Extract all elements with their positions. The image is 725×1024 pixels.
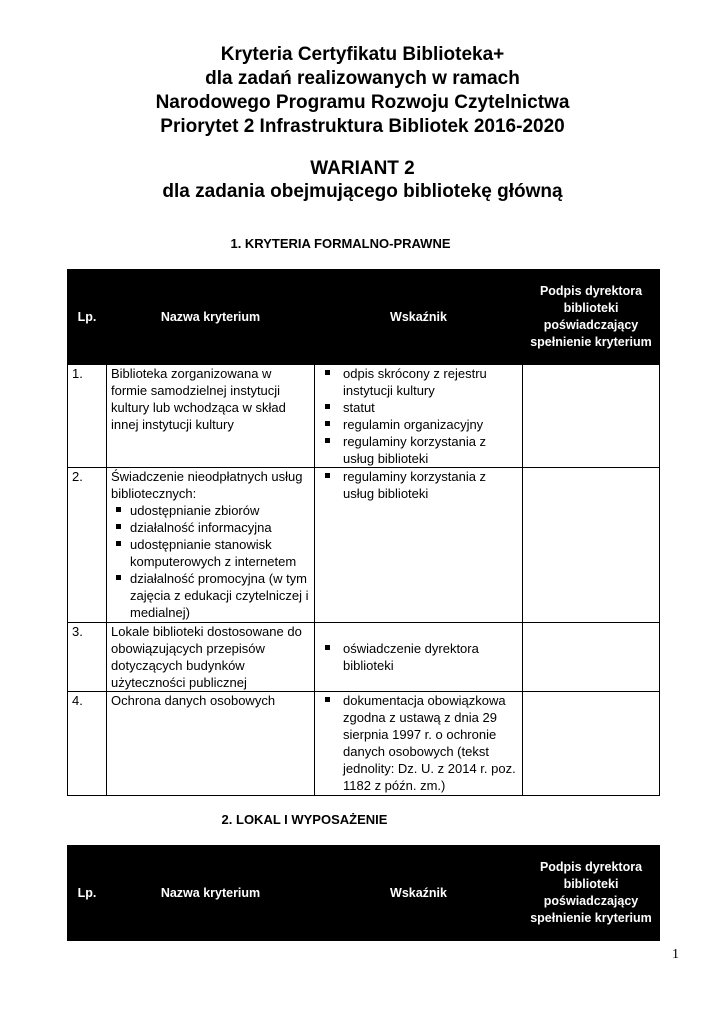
signature-cell <box>523 468 660 623</box>
header-indicator: Wskaźnik <box>315 270 523 365</box>
table-header-row <box>68 846 660 941</box>
criterion-subitem: udostępnianie stanowisk komputerowych z internetem <box>111 536 310 570</box>
indicator-item: dokumentacja obowiązkowa zgodna z ustawą z dnia 29 sierpnia 1997 r. o ochronie danych osobowych (tekst jednolity: Dz. U. z 2014 r. poz. 1182 z późn. zm.) <box>319 692 518 794</box>
indicator-item: odpis skrócony z rejestru instytucji kultury <box>319 365 518 399</box>
title-line-2: dla zadań realizowanych w ramach <box>205 68 520 89</box>
row-lp: 3. <box>68 623 107 692</box>
criterion-subitem: działalność informacyjna <box>111 519 310 536</box>
indicator-cell <box>315 468 523 623</box>
indicator-cell <box>315 623 523 692</box>
row-lp: 4. <box>68 692 107 796</box>
title-line-4: Priorytet 2 Infrastruktura Bibliotek 2016-2020 <box>160 116 565 137</box>
header-criterion-name: Nazwa kryterium <box>107 270 315 365</box>
header-lp: Lp. <box>68 846 107 941</box>
indicator-cell <box>315 692 523 796</box>
variant-heading <box>0 157 725 203</box>
header-indicator: Wskaźnik <box>315 846 523 941</box>
row-lp: 1. <box>68 365 107 468</box>
criterion-name: Lokale biblioteki dostosowane do obowiązujących przepisów dotyczących budynków użyteczności publicznej <box>107 623 315 692</box>
header-criterion-name: Nazwa kryterium <box>107 846 315 941</box>
table-row <box>68 692 660 796</box>
table-row <box>68 365 660 468</box>
page-number: 1 <box>672 947 679 962</box>
header-lp: Lp. <box>68 270 107 365</box>
criterion-name: Biblioteka zorganizowana w formie samodzielnej instytucji kultury lub wchodząca w skład innej instytucji kultury <box>107 365 315 468</box>
indicator-item: regulaminy korzystania z usług biblioteki <box>319 468 518 502</box>
header-director-signature: Podpis dyrektora biblioteki poświadczający spełnienie kryterium <box>523 846 660 941</box>
header-director-signature: Podpis dyrektora biblioteki poświadczający spełnienie kryterium <box>523 270 660 365</box>
table-row <box>68 468 660 623</box>
variant-line-1: WARIANT 2 <box>310 158 415 179</box>
criterion-subitem: działalność promocyjna (w tym zajęcia z edukacji czytelniczej i medialnej) <box>111 570 310 621</box>
row-lp: 2. <box>68 468 107 623</box>
criterion-name: Ochrona danych osobowych <box>107 692 315 796</box>
section-2-heading: 2. LOKAL I WYPOSAŻENIE <box>221 812 388 827</box>
table-header-row <box>68 270 660 365</box>
indicator-item: oświadczenie dyrektora biblioteki <box>319 640 518 674</box>
table-row <box>68 623 660 692</box>
document-title <box>0 43 725 139</box>
premises-equipment-table <box>67 845 660 941</box>
section-1-heading: 1. KRYTERIA FORMALNO-PRAWNE <box>230 236 451 251</box>
signature-cell <box>523 623 660 692</box>
criterion-name: Świadczenie nieodpłatnych usług bibliotecznych: <box>111 469 303 501</box>
signature-cell <box>523 692 660 796</box>
indicator-cell <box>315 365 523 468</box>
criterion-cell <box>107 468 315 623</box>
indicator-item: regulaminy korzystania z usług biblioteki <box>319 433 518 467</box>
signature-cell <box>523 365 660 468</box>
criterion-subitem: udostępnianie zbiorów <box>111 502 310 519</box>
formal-legal-criteria-table <box>67 269 660 796</box>
indicator-item: statut <box>319 399 518 416</box>
variant-line-2: dla zadania obejmującego bibliotekę główną <box>162 181 563 202</box>
indicator-item: regulamin organizacyjny <box>319 416 518 433</box>
title-line-3: Narodowego Programu Rozwoju Czytelnictwa <box>155 92 570 113</box>
title-line-1: Kryteria Certyfikatu Biblioteka+ <box>220 44 505 65</box>
